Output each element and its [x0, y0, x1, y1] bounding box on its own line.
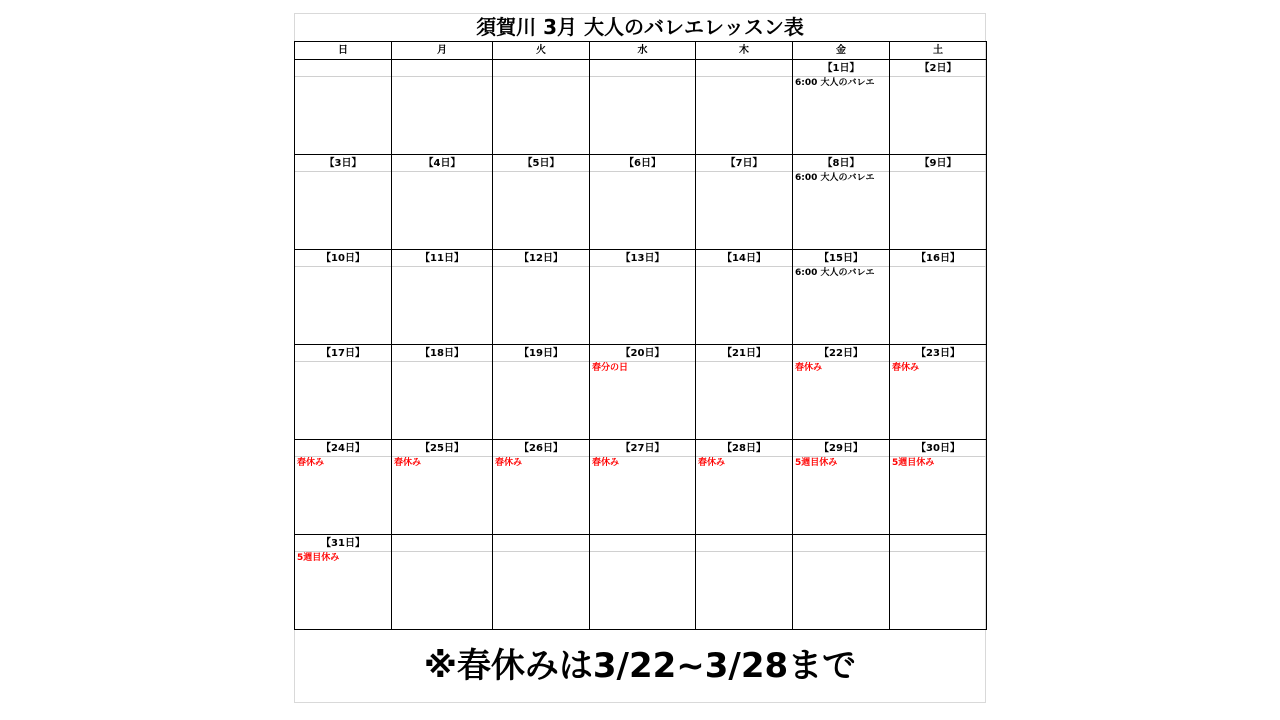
holiday-note: 5週目休み: [297, 553, 340, 563]
calendar-week-row: [295, 535, 987, 630]
calendar-day-cell: [793, 60, 890, 155]
calendar-day-cell: [890, 345, 987, 440]
calendar-day-cell: [696, 250, 793, 345]
day-date-label: 【5日】: [493, 155, 589, 172]
day-date-label: 【11日】: [392, 250, 492, 267]
day-date-label: [696, 535, 792, 552]
lesson-note: 6:00 大人のバレエ: [795, 173, 875, 183]
day-date-label: [392, 60, 492, 77]
weekday-header: 木: [696, 42, 793, 60]
lesson-note: 6:00 大人のバレエ: [795, 268, 875, 278]
holiday-note: 春休み: [495, 458, 523, 468]
day-date-label: 【22日】: [793, 345, 889, 362]
calendar-week-row: [295, 250, 987, 345]
day-date-label: 【18日】: [392, 345, 492, 362]
day-date-label: [392, 535, 492, 552]
calendar-day-cell: [493, 345, 590, 440]
holiday-note: 春休み: [592, 458, 620, 468]
calendar-day-cell: [890, 535, 987, 630]
weekday-header: 月: [392, 42, 493, 60]
day-date-label: 【13日】: [590, 250, 695, 267]
day-date-label: [890, 535, 986, 552]
calendar-day-cell: [696, 535, 793, 630]
day-date-label: [493, 60, 589, 77]
day-date-label: 【31日】: [295, 535, 391, 552]
day-date-label: 【23日】: [890, 345, 986, 362]
day-date-label: [493, 535, 589, 552]
holiday-note: 5週目休み: [795, 458, 838, 468]
day-date-label: 【21日】: [696, 345, 792, 362]
day-date-label: 【26日】: [493, 440, 589, 457]
calendar-day-cell: [392, 250, 493, 345]
day-date-label: [590, 535, 695, 552]
weekday-header-row: [295, 42, 987, 60]
day-date-label: 【29日】: [793, 440, 889, 457]
day-date-label: 【24日】: [295, 440, 391, 457]
day-date-label: 【20日】: [590, 345, 695, 362]
calendar-day-cell: [295, 60, 392, 155]
calendar-day-cell: [590, 60, 696, 155]
day-date-label: 【28日】: [696, 440, 792, 457]
day-date-label: 【1日】: [793, 60, 889, 77]
holiday-note: 春休み: [297, 458, 325, 468]
calendar-week-row: [295, 60, 987, 155]
lesson-note: 6:00 大人のバレエ: [795, 78, 875, 88]
holiday-note: 春分の日: [592, 363, 629, 373]
weekday-header: 金: [793, 42, 890, 60]
calendar-day-cell: [890, 440, 987, 535]
calendar-day-cell: [890, 60, 987, 155]
calendar-day-cell: [696, 60, 793, 155]
holiday-note: 5週目休み: [892, 458, 935, 468]
calendar-day-cell: [295, 345, 392, 440]
calendar-day-cell: [295, 250, 392, 345]
day-date-label: 【4日】: [392, 155, 492, 172]
calendar-day-cell: [392, 60, 493, 155]
calendar-day-cell: [696, 345, 793, 440]
calendar-day-cell: [793, 250, 890, 345]
calendar-day-cell: [890, 250, 987, 345]
day-date-label: 【30日】: [890, 440, 986, 457]
day-date-label: 【14日】: [696, 250, 792, 267]
holiday-note: 春休み: [394, 458, 422, 468]
calendar-day-cell: [590, 440, 696, 535]
calendar-week-row: [295, 345, 987, 440]
day-date-label: 【17日】: [295, 345, 391, 362]
day-date-label: 【6日】: [590, 155, 695, 172]
calendar-day-cell: [590, 250, 696, 345]
weekday-header: 火: [493, 42, 590, 60]
calendar-day-cell: [890, 155, 987, 250]
calendar-day-cell: [493, 535, 590, 630]
day-date-label: [696, 60, 792, 77]
day-date-label: 【16日】: [890, 250, 986, 267]
day-date-label: 【25日】: [392, 440, 492, 457]
day-date-label: [793, 535, 889, 552]
calendar-week-row: [295, 155, 987, 250]
calendar-day-cell: [493, 250, 590, 345]
holiday-note: 春休み: [795, 363, 823, 373]
day-date-label: 【8日】: [793, 155, 889, 172]
holiday-note: 春休み: [698, 458, 726, 468]
day-date-label: 【7日】: [696, 155, 792, 172]
calendar-day-cell: [493, 60, 590, 155]
calendar-day-cell: [590, 535, 696, 630]
calendar-day-cell: [295, 535, 392, 630]
calendar-day-cell: [295, 155, 392, 250]
day-date-label: 【9日】: [890, 155, 986, 172]
calendar-table: [294, 41, 987, 630]
calendar-day-cell: [793, 440, 890, 535]
weekday-header: 土: [890, 42, 987, 60]
spring-break-note: ※春休みは3/22~3/28まで: [423, 646, 857, 686]
calendar-day-cell: [793, 535, 890, 630]
calendar-day-cell: [392, 345, 493, 440]
holiday-note: 春休み: [892, 363, 920, 373]
day-date-label: 【27日】: [590, 440, 695, 457]
day-date-label: 【15日】: [793, 250, 889, 267]
weekday-header: 水: [590, 42, 696, 60]
day-date-label: [590, 60, 695, 77]
calendar-day-cell: [392, 440, 493, 535]
page-title: 須賀川 3月 大人のバレエレッスン表: [476, 15, 804, 39]
day-date-label: 【12日】: [493, 250, 589, 267]
calendar-day-cell: [493, 440, 590, 535]
calendar-day-cell: [295, 440, 392, 535]
calendar-day-cell: [493, 155, 590, 250]
calendar-day-cell: [696, 440, 793, 535]
calendar-day-cell: [392, 535, 493, 630]
calendar-day-cell: [793, 345, 890, 440]
day-date-label: 【3日】: [295, 155, 391, 172]
day-date-label: [295, 60, 391, 77]
calendar-day-cell: [590, 155, 696, 250]
calendar-week-row: [295, 440, 987, 535]
calendar-day-cell: [392, 155, 493, 250]
day-date-label: 【10日】: [295, 250, 391, 267]
calendar-day-cell: [793, 155, 890, 250]
weekday-header: 日: [295, 42, 392, 60]
calendar-day-cell: [696, 155, 793, 250]
day-date-label: 【19日】: [493, 345, 589, 362]
day-date-label: 【2日】: [890, 60, 986, 77]
calendar-day-cell: [590, 345, 696, 440]
